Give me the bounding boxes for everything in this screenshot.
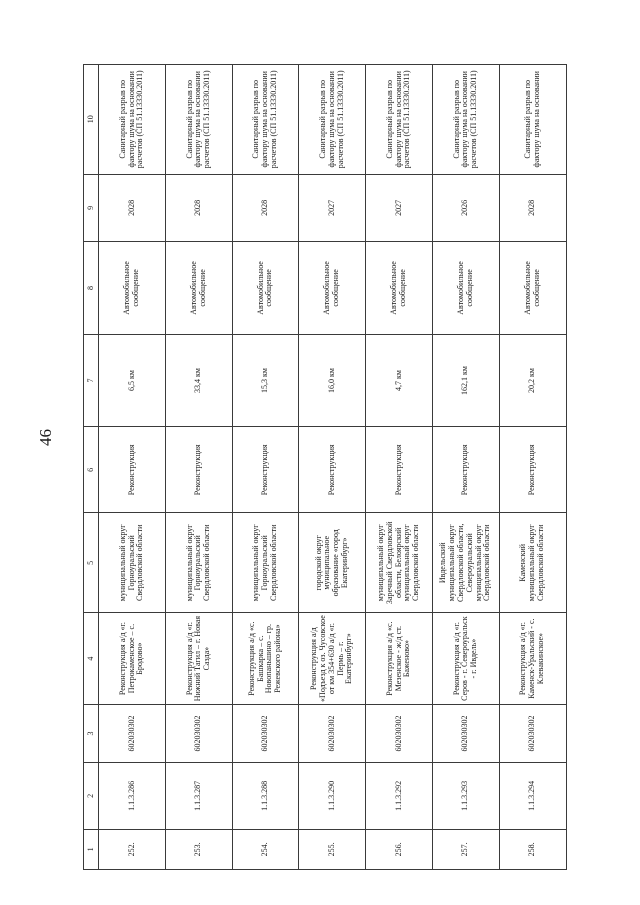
table-row — [99, 65, 166, 870]
object-code-cell: 1.1.3.293 — [432, 762, 499, 829]
year-cell: 2027 — [366, 174, 433, 242]
object-code-cell: 1.1.3.290 — [299, 762, 366, 829]
length-cell: 16,0 км — [299, 334, 366, 427]
object-code-cell: 1.1.3.286 — [99, 762, 166, 829]
col-header: 7 — [84, 334, 99, 427]
reason-cell: Санитарный разрыв по фактору шума на основании расчетов (СП 51.13330.2011) — [432, 65, 499, 175]
object-code-cell: 1.1.3.288 — [232, 762, 299, 829]
length-cell: 6,5 км — [99, 334, 166, 427]
kbk-code-cell: 602030302 — [499, 704, 566, 762]
length-cell: 4,7 км — [366, 334, 433, 427]
reason-cell: Санитарный разрыв по фактору шума на основании расчетов (СП 51.13330.2011) — [232, 65, 299, 175]
table-row — [299, 65, 366, 870]
purpose-cell: Автомобильное сообщение — [99, 242, 166, 335]
row-number-cell: 255. — [299, 829, 366, 869]
col-header: 3 — [84, 704, 99, 762]
purpose-cell: Автомобильное сообщение — [499, 242, 566, 335]
reason-cell: Санитарный разрыв по фактору шума на основании расчетов (СП 51.13330.2011) — [99, 65, 166, 175]
table-row — [232, 65, 299, 870]
row-number-cell: 254. — [232, 829, 299, 869]
work-type-cell: Реконструкция — [299, 427, 366, 513]
reason-cell: Санитарный разрыв по фактору шума на основании расчетов (СП 51.13330.2011) — [299, 65, 366, 175]
work-type-cell: Реконструкция — [232, 427, 299, 513]
purpose-cell: Автомобильное сообщение — [432, 242, 499, 335]
object-name-cell: Реконструкция а/д «г. Серов - г. Североуральск - г. Ивдель» — [432, 613, 499, 705]
municipality-cell: муниципальный округ Заречный Свердловской области, Белоярский муниципальный округ Свердловской области — [366, 513, 433, 613]
object-code-cell: 1.1.3.287 — [165, 762, 232, 829]
col-header: 10 — [84, 65, 99, 175]
reason-cell: Санитарный разрыв по фактору шума на основании — [499, 65, 566, 175]
municipality-cell: городской округ муниципальное образование «город Екатеринбург» — [299, 513, 366, 613]
object-name-cell: Реконструкция а/д «г. Каменск-Уральский - с. Клевакинское» — [499, 613, 566, 705]
kbk-code-cell: 602030302 — [432, 704, 499, 762]
length-cell: 15,3 км — [232, 334, 299, 427]
row-number-cell: 253. — [165, 829, 232, 869]
year-cell: 2027 — [299, 174, 366, 242]
kbk-code-cell: 602030302 — [99, 704, 166, 762]
purpose-cell: Автомобильное сообщение — [299, 242, 366, 335]
object-name-cell: Реконструкция а/д «с. Мезенское - ж/д ст. Баженово» — [366, 613, 433, 705]
row-number-cell: 258. — [499, 829, 566, 869]
object-name-cell: Реконструкция а/д «с. Башкарка – с. Новопаньшино – гр. Режевского района» — [232, 613, 299, 705]
row-number-cell: 252. — [99, 829, 166, 869]
municipality-cell: муниципальный округ Горноуральский Свердловской области — [99, 513, 166, 613]
col-header: 9 — [84, 174, 99, 242]
year-cell: 2028 — [99, 174, 166, 242]
municipality-cell: муниципальный округ Горноуральский Свердловской области — [232, 513, 299, 613]
work-type-cell: Реконструкция — [432, 427, 499, 513]
year-cell: 2028 — [499, 174, 566, 242]
col-header: 1 — [84, 829, 99, 869]
work-type-cell: Реконструкция — [99, 427, 166, 513]
year-cell: 2028 — [232, 174, 299, 242]
object-code-cell: 1.1.3.292 — [366, 762, 433, 829]
object-code-cell: 1.1.3.294 — [499, 762, 566, 829]
length-cell: 33,4 км — [165, 334, 232, 427]
purpose-cell: Автомобильное сообщение — [366, 242, 433, 335]
table-row — [432, 65, 499, 870]
municipality-cell: муниципальный округ Горноуральский Свердловской области — [165, 513, 232, 613]
kbk-code-cell: 602030302 — [299, 704, 366, 762]
col-header: 6 — [84, 427, 99, 513]
col-header: 5 — [84, 513, 99, 613]
year-cell: 2026 — [432, 174, 499, 242]
year-cell: 2028 — [165, 174, 232, 242]
rotated-table-container — [83, 64, 563, 870]
col-header: 8 — [84, 242, 99, 335]
object-name-cell: Реконструкция а/д «г. Петрокаменское – с. Бродово» — [99, 613, 166, 705]
kbk-code-cell: 602030302 — [366, 704, 433, 762]
table-row — [366, 65, 433, 870]
purpose-cell: Автомобильное сообщение — [165, 242, 232, 335]
objects-table — [83, 64, 567, 870]
row-number-cell: 257. — [432, 829, 499, 869]
reason-cell: Санитарный разрыв по фактору шума на основании расчетов (СП 51.13330.2011) — [366, 65, 433, 175]
work-type-cell: Реконструкция — [499, 427, 566, 513]
length-cell: 162,1 км — [432, 334, 499, 427]
work-type-cell: Реконструкция — [366, 427, 433, 513]
column-number-row — [84, 65, 99, 870]
kbk-code-cell: 602030302 — [165, 704, 232, 762]
purpose-cell: Автомобильное сообщение — [232, 242, 299, 335]
municipality-cell: Ивдельский муниципальный округ Свердловской области, Североуральский муниципальный округ Свердловской области — [432, 513, 499, 613]
work-type-cell: Реконструкция — [165, 427, 232, 513]
kbk-code-cell: 602030302 — [232, 704, 299, 762]
table-row — [165, 65, 232, 870]
length-cell: 20,2 км — [499, 334, 566, 427]
object-name-cell: Реконструкция а/д «Подъезд к оз. Чусовское от км 354+630 а/д «г. Пермь – г. Екатеринбург» — [299, 613, 366, 705]
municipality-cell: Каменский муниципальный округ Свердловской области — [499, 513, 566, 613]
object-name-cell: Реконструкция а/д «г. Нижний Тагил – г. Новая Сазда» — [165, 613, 232, 705]
col-header: 2 — [84, 762, 99, 829]
page-number: 46 — [36, 429, 55, 446]
table-row — [499, 65, 566, 870]
col-header: 4 — [84, 613, 99, 705]
row-number-cell: 256. — [366, 829, 433, 869]
reason-cell: Санитарный разрыв по фактору шума на основании расчетов (СП 51.13330.2011) — [165, 65, 232, 175]
